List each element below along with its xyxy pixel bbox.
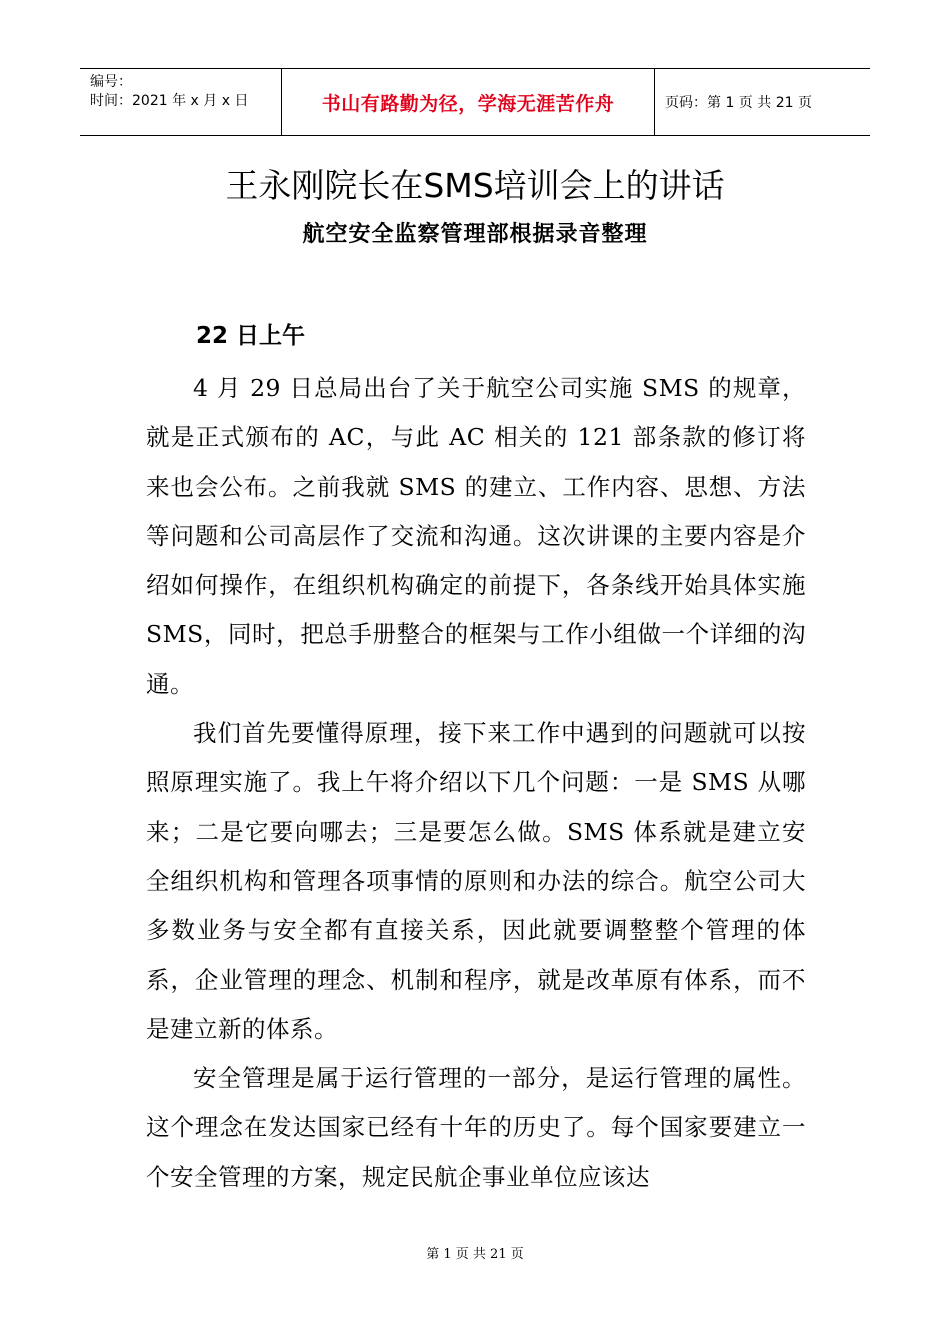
paragraph: 4 月 29 日总局出台了关于航空公司实施 SMS 的规章，就是正式颁布的 AC，与此 AC 相关的 121 部条款的修订将来也会公布。之前我就 SMS 的建立、工作内容、思想、方法等问题和公司高层作了交流和沟通。这次讲课的主要内容是介绍如何操作，在组织机构确定的前提下，各条线开始具体实施 SMS，同时，把总手册整合的框架与工作小组做一个详细的沟通。 — [146, 374, 806, 698]
document-number-label: 编号： — [90, 74, 132, 90]
document-subtitle: 航空安全监察管理部根据录音整理 — [302, 222, 648, 247]
header-table — [80, 68, 870, 136]
document-body — [146, 364, 806, 1202]
paragraph: 安全管理是属于运行管理的一部分，是运行管理的属性。这个理念在发达国家已经有十年的历史了。每个国家要建立一个安全管理的方案，规定民航企事业单位应该达 — [146, 1064, 806, 1191]
section-heading: 22 日上午 — [196, 323, 306, 349]
paragraph: 我们首先要懂得原理，接下来工作中遇到的问题就可以按照原理实施了。我上午将介绍以下几个问题：一是 SMS 从哪来；二是它要向哪去；三是要怎么做。SMS 体系就是建立安全组织机构和管理各项事情的原则和办法的综合。航空公司大多数业务与安全都有直接关系，因此就要调整整个管理的体系，企业管理的理念、机制和程序，就是改革原有体系，而不是建立新的体系。 — [146, 719, 806, 1043]
document-title: 王永刚院长在SMS培训会上的讲话 — [225, 166, 725, 205]
page-footer: 第 1 页 共 21 页 — [426, 1247, 524, 1262]
header-page-info: 页码：第 1 页 共 21 页 — [665, 95, 812, 111]
header-left-cell — [80, 69, 282, 135]
header-motto: 书山有路勤为径，学海无涯苦作舟 — [282, 69, 655, 135]
document-time-label: 时间：2021 年 x 月 x 日 — [90, 93, 249, 109]
